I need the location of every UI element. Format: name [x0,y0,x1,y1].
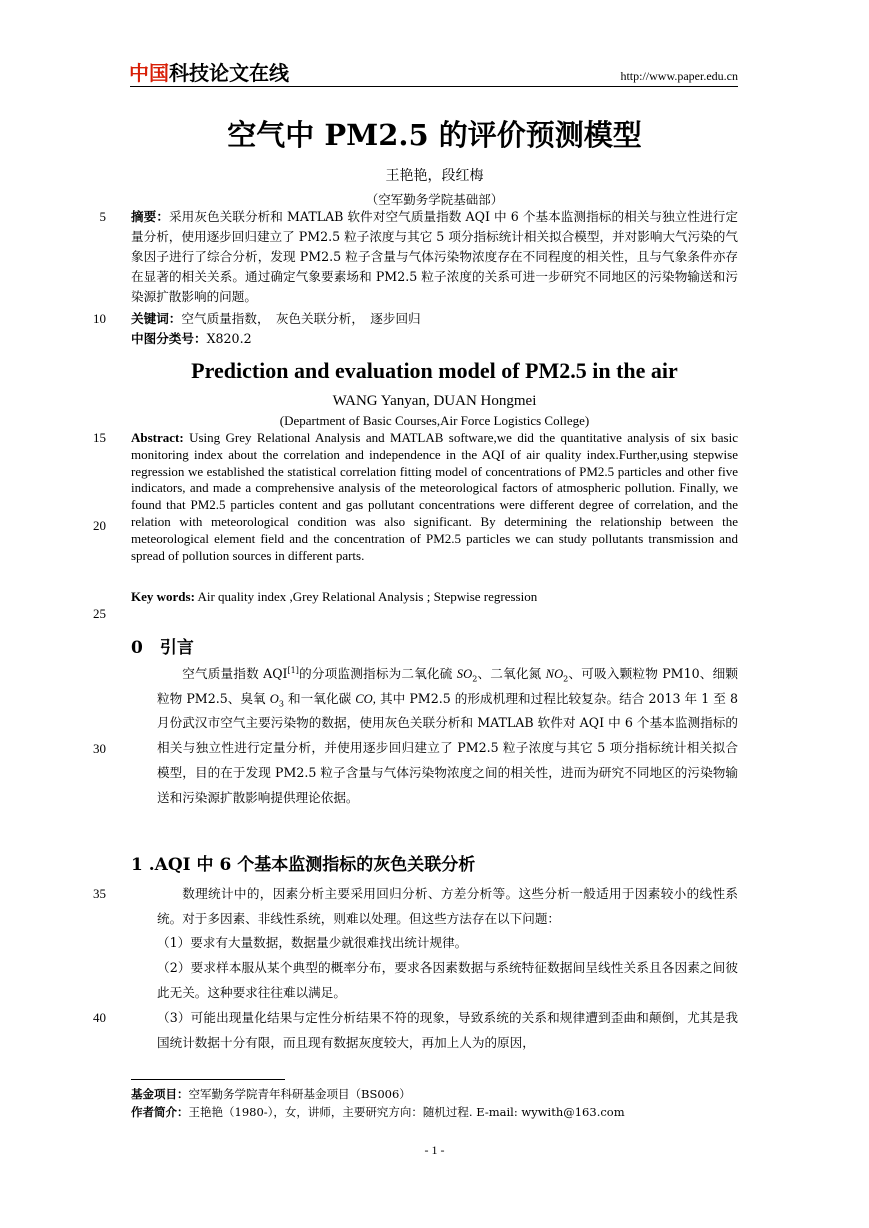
line-number: 35 [93,886,106,901]
abstract-cn-label: 摘要： [131,209,169,224]
keywords-en-text: Air quality index ,Grey Relational Analysis ; Stepwise regression [197,589,538,604]
paper-title-cn: 空气中 PM2.5 的评价预测模型 [227,118,642,152]
section-heading-1: 1 .AQI 中 6 个基本监测指标的灰色关联分析 [131,855,476,875]
site-logo [129,60,289,86]
line-number: 30 [93,741,106,756]
footnote-fund: 基金项目：空军勤务学院青年科研基金项目（BS006） [131,1087,411,1101]
clc-number [131,329,738,349]
logo-black-text: 科技论文在线 [169,61,289,85]
page-number: - 1 - [424,1143,445,1157]
affiliation-cn: （空军勤务学院基础部） [365,192,504,207]
clc-text: X820.2 [206,331,252,346]
abstract-en-label: Abstract: [131,430,184,445]
header-url[interactable]: http://www.paper.edu.cn [620,69,738,83]
clc-label: 中图分类号： [131,331,207,346]
line-number: 10 [93,311,106,326]
keywords-cn-label: 关键词： [131,311,182,326]
line-number: 25 [93,606,106,621]
section0-paragraph: 空气质量指数 AQI[1]的分项监测指标为二氧化硫 $SO_2$、二氧化氮 $NO_2$、可吸入颗粒物 PM10、细颗粒物 PM2.5、臭氧 $O_3$ 和一氧化碳 CO, 其中 PM2.5 的形成机理和过程比较复杂。结合 2013 年 1 至 8 月份武汉市空气主要污染物的数据，使用灰色关联分析和 MATLAB 软件对 AQI 中 6 个基本监测指标的相关与独立性进行定量分析，并使用逐步回归建立了 PM2.5 粒子浓度与其它 5 项分指标统计相关拟合模型，目的在于发现 PM2.5 粒子含量与气体污染物浓度之间的相关性，进而为研究不同地区的污染物输送和污染源扩散影响提供理论依据。 [157,665,739,805]
section-heading-0: 0 引言 [131,638,194,658]
line-number: 15 [93,430,106,445]
abstract-cn-text: 采用灰色关联分析和 MATLAB 软件对空气质量指数 AQI 中 6 个基本监测指标的相关与独立性进行定量分析，使用逐步回归建立了 PM2.5 粒子浓度与其它 5 项分指标统计相关拟合模型，并对影响大气污染的气象因子进行了综合分析，发现 PM2.5 粒子含量与气体污染物浓度存在不同程度的相关性，且与气象条件亦存在显著的相关关系。通过确定气象要素场和 PM2.5 粒子浓度的关系可进一步研究不同地区的污染物输送和污染源扩散影响的问题。 [131,209,739,304]
keywords-en [131,589,738,606]
affiliation-en: (Department of Basic Courses,Air Force Logistics College) [279,413,590,428]
line-number: 40 [93,1010,106,1025]
list-item: （1）要求有大量数据，数据量少就很难找出统计规律。 [157,935,468,950]
abstract-cn [131,207,738,307]
authors-cn: 王艳艳，段红梅 [385,168,484,184]
list-item: （3）可能出现量化结果与定性分析结果不符的现象，导致系统的关系和规律遭到歪曲和颠倒，尤其是我国统计数据十分有限，而且现有数据灰度较大，再加上人为的原因， [157,1010,738,1050]
header-rule [130,86,738,87]
paper-title-en: Prediction and evaluation model of PM2.5 in the air [191,358,678,383]
footnote-rule [131,1079,285,1080]
footnote-author: 作者简介：王艳艳（1980-），女，讲师，主要研究方向：随机过程. E-mail: wywith@163.com [131,1105,625,1119]
line-number: 20 [93,518,106,533]
abstract-en [131,430,738,564]
abstract-en-text: Using Grey Relational Analysis and MATLAB software,we did the quantitative analysis of six basic monitoring index about the correlation and independence in the AQI of air quality index.Further,using stepwise regression we established the statistical correlation fitting model of concentrations of PM2.5 particles and other five indicators, and made a comprehensive analysis of the meteorological factors of atmospheric pollution. Finally, we found that PM2.5 particles content and gas pollutant concentrations were different degree of correlation, and the relation with meteorological condition was also significant. By determining the relationship between the meteorological element field and the concentration of PM2.5 particles we can study pollutants transmission and spread of pollution sources in different parts. [131,430,738,563]
line-number: 5 [99,209,106,224]
authors-en: WANG Yanyan, DUAN Hongmei [332,393,537,409]
keywords-cn [131,309,738,329]
logo-red-text: 中国 [129,61,169,85]
keywords-en-label: Key words: [131,589,195,604]
list-item: （2）要求样本服从某个典型的概率分布，要求各因素数据与系统特征数据间呈线性关系且各因素之间彼此无关。这种要求往往难以满足。 [157,960,738,1000]
keywords-cn-text: 空气质量指数， 灰色关联分析， 逐步回归 [181,311,421,326]
section1-paragraph: 数理统计中的，因素分析主要采用回归分析、方差分析等。这些分析一般适用于因素较小的线性系统。对于多因素、非线性系统，则难以处理。但这些方法存在以下问题： [157,886,738,926]
